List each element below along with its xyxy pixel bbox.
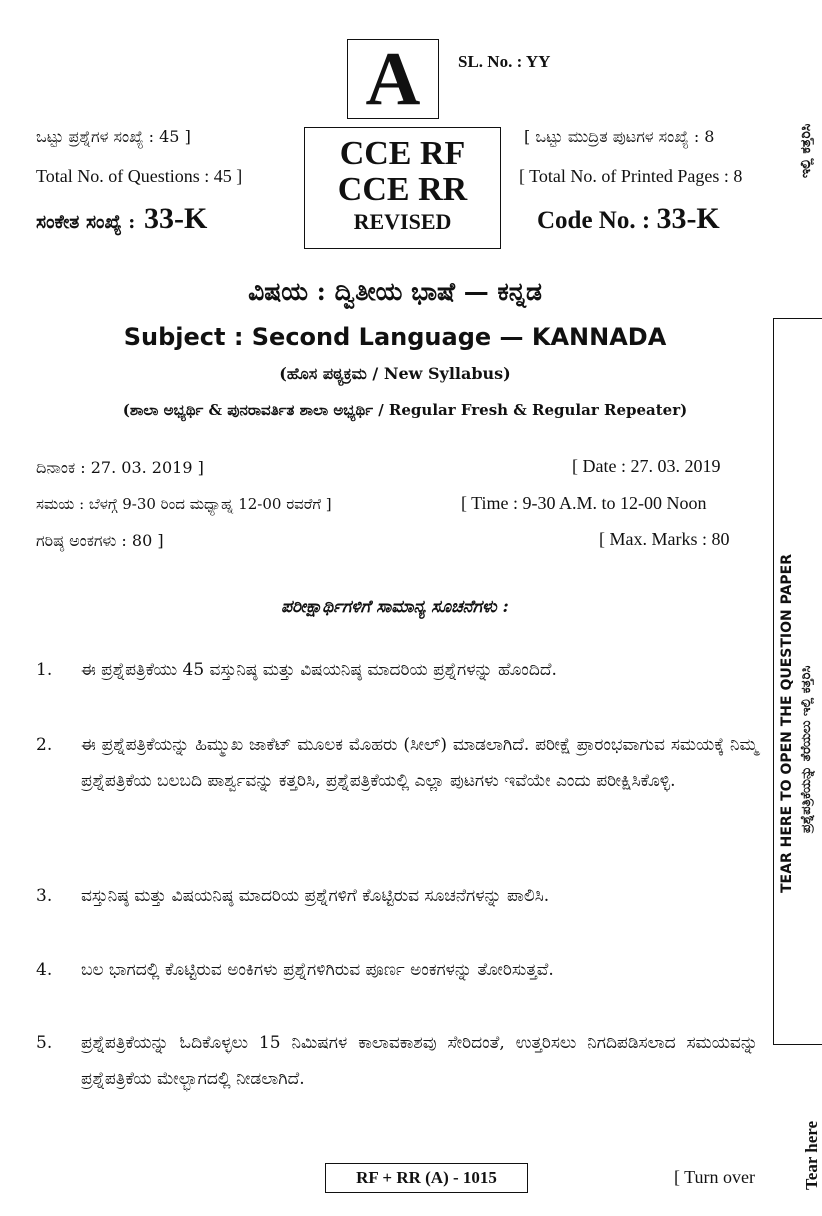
time-kn: ಸಮಯ : ಬೆಳಗ್ಗೆ 9-30 ರಿಂದ ಮಧ್ಯಾಹ್ನ 12-00 ರವರೆಗೆ ] — [36, 495, 332, 513]
paper-code: RF + RR (A) - 1015 — [356, 1168, 497, 1187]
subject-kn: ವಿಷಯ : ದ್ವಿತೀಯ ಭಾಷೆ — ಕನ್ನಡ — [248, 277, 542, 306]
code-number-en — [537, 202, 720, 236]
instruction-number: 2. — [36, 735, 53, 755]
instruction-text: ಪ್ರಶ್ನೆಪತ್ರಿಕೆಯನ್ನು ಓದಿಕೊಳ್ಳಲು 15 ನಿಮಿಷಗಳ ಕಾಲಾವಕಾಶವು ಸೇರಿದಂತೆ, ಉತ್ತರಿಸಲು ನಿಗದಿಪಡಿಸಲಾದ ಸಮಯವನ್ನು ಪ್ರಶ್ನೆಪತ್ರಿಕೆಯ ಮೇಲ್ಭಾಗದಲ್ಲಿ ನೀಡಲಾಗಿದೆ. — [81, 1033, 758, 1089]
tear-open-en: TEAR HERE TO OPEN THE QUESTION PAPER — [779, 553, 795, 893]
total-questions-kn: ಒಟ್ಟು ಪ್ರಶ್ನೆಗಳ ಸಂಖ್ಯೆ : 45 ] — [36, 127, 191, 146]
tear-open-kn: ಪ್ರಶ್ನೆಪತ್ರಿಕೆಯನ್ನು ತೆರೆಯಲು ಇಲ್ಲಿ ಕತ್ತರಿಸಿ — [799, 665, 814, 833]
instruction-number: 4. — [36, 960, 53, 980]
date-en: [ Date : 27. 03. 2019 — [572, 456, 721, 476]
total-questions-en: Total No. of Questions : 45 ] — [36, 166, 243, 186]
cce-box — [304, 127, 501, 249]
marks-en: [ Max. Marks : 80 — [599, 529, 730, 549]
tear-here-kn: ಇಲ್ಲಿ ಕತ್ತರಿಸಿ — [798, 123, 814, 178]
instruction-number: 5. — [36, 1033, 53, 1053]
code-value-en: 33-K — [656, 202, 720, 235]
revised-label: REVISED — [353, 209, 452, 234]
version-letter-box — [347, 39, 439, 119]
candidate-type: (ಶಾಲಾ ಅಭ್ಯರ್ಥಿ & ಪುನರಾವರ್ತಿತ ಶಾಲಾ ಅಭ್ಯರ್ಥಿ / Regular Fresh & Regular Repeater) — [122, 401, 688, 419]
instruction-text: ಈ ಪ್ರಶ್ನೆಪತ್ರಿಕೆಯು 45 ವಸ್ತುನಿಷ್ಠ ಮತ್ತು ವಿಷಯನಿಷ್ಠ ಮಾದರಿಯ ಪ್ರಶ್ನೆಗಳನ್ನು ಹೊಂದಿದೆ. — [81, 660, 557, 680]
paper-code-box — [325, 1163, 528, 1193]
code-label-en: Code No. : — [537, 207, 651, 234]
turn-over: [ Turn over — [674, 1167, 756, 1187]
marks-kn: ಗರಿಷ್ಠ ಅಂಕಗಳು : 80 ] — [36, 531, 164, 550]
syllabus: (ಹೊಸ ಪಠ್ಯಕ್ರಮ / New Syllabus) — [279, 364, 511, 383]
instruction-number: 1. — [36, 660, 53, 680]
serial-number: SL. No. : YY — [458, 52, 551, 71]
cce-rr: CCE RR — [337, 171, 468, 208]
version-letter: A — [365, 37, 421, 121]
time-en: [ Time : 9-30 A.M. to 12-00 Noon — [461, 493, 707, 513]
date-kn: ದಿನಾಂಕ : 27. 03. 2019 ] — [36, 458, 204, 477]
instruction-text: ಬಲ ಭಾಗದಲ್ಲಿ ಕೊಟ್ಟಿರುವ ಅಂಕಿಗಳು ಪ್ರಶ್ನೆಗಳಿಗಿರುವ ಪೂರ್ಣ ಅಂಕಗಳನ್ನು ತೋರಿಸುತ್ತವೆ. — [81, 960, 554, 980]
instruction-text: ಈ ಪ್ರಶ್ನೆಪತ್ರಿಕೆಯನ್ನು ಹಿಮ್ಮುಖ ಜಾಕೆಟ್ ಮೂಲಕ ಮೊಹರು (ಸೀಲ್) ಮಾಡಲಾಗಿದೆ. ಪರೀಕ್ಷೆ ಪ್ರಾರಂಭವಾಗುವ ಸಮಯಕ್ಕೆ ನಿಮ್ಮ ಪ್ರಶ್ನೆಪತ್ರಿಕೆಯ ಬಲಬದಿ ಪಾರ್ಶ್ವವನ್ನು ಕತ್ತರಿಸಿ, ಪ್ರಶ್ನೆಪತ್ರಿಕೆಯಲ್ಲಿ ಎಲ್ಲಾ ಪುಟಗಳು ಇವೆಯೇ ಎಂದು ಪರೀಕ್ಷಿಸಿಕೊಳ್ಳಿ. — [81, 735, 758, 791]
instructions-heading: ಪರೀಕ್ಷಾರ್ಥಿಗಳಿಗೆ ಸಾಮಾನ್ಯ ಸೂಚನೆಗಳು : — [281, 597, 509, 617]
subject-en: Subject : Second Language — KANNADA — [123, 323, 667, 351]
tear-here-en: Tear here — [802, 1120, 821, 1190]
code-number-kn — [36, 202, 207, 236]
total-pages-kn: [ ಒಟ್ಟು ಮುದ್ರಿತ ಪುಟಗಳ ಸಂಖ್ಯೆ : 8 — [524, 127, 715, 146]
code-label-kn: ಸಂಕೇತ ಸಂಖ್ಯೆ : — [36, 211, 136, 233]
cce-rf: CCE RF — [339, 135, 466, 172]
total-pages-en: [ Total No. of Printed Pages : 8 — [519, 166, 743, 186]
instruction-number: 3. — [36, 886, 53, 906]
code-value-kn: 33-K — [144, 202, 208, 235]
instruction-text: ವಸ್ತುನಿಷ್ಠ ಮತ್ತು ವಿಷಯನಿಷ್ಠ ಮಾದರಿಯ ಪ್ರಶ್ನೆಗಳಿಗೆ ಕೊಟ್ಟಿರುವ ಸೂಚನೆಗಳನ್ನು ಪಾಲಿಸಿ. — [81, 886, 550, 906]
